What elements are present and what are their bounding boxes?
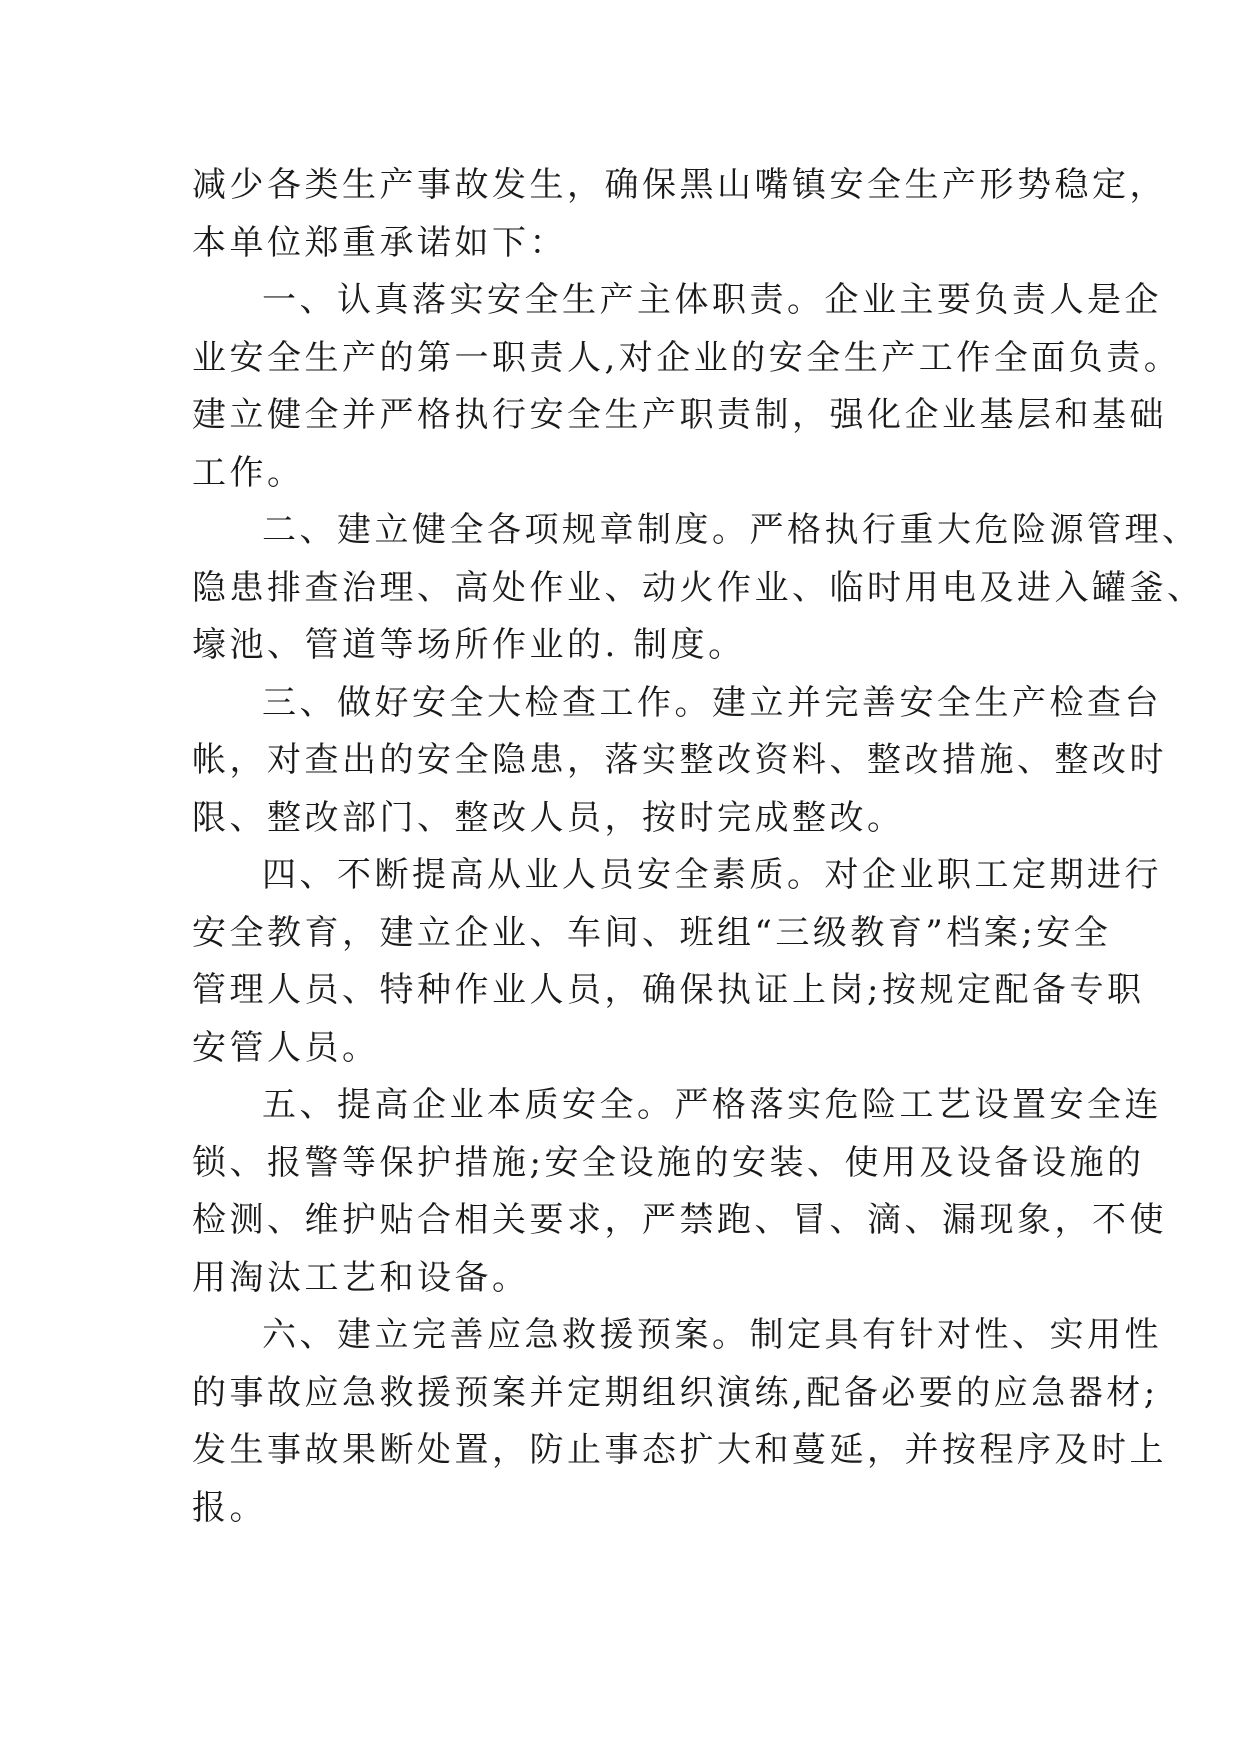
paragraph-start-line: 三、做好安全大检查工作。建立并完善安全生产检查台	[262, 682, 1162, 723]
paragraph-start-line: 五、提高企业本质安全。严格落实危险工艺设置安全连	[262, 1085, 1162, 1125]
paragraph-start-line: 六、建立完善应急救援预案。制定具有针对性、实用性	[262, 1315, 1162, 1355]
text-line: 管理人员、特种作业人员，确保执证上岗;按规定配备专职	[192, 970, 1145, 1010]
paragraph-start-line: 二、建立健全各项规章制度。严格执行重大危险源管理、	[262, 510, 1200, 550]
text-line: 隐患排查治理、高处作业、动火作业、临时用电及进入罐釜、	[192, 567, 1205, 608]
text-line: 的事故应急救援预案并定期组织演练,配备必要的应急器材;	[192, 1372, 1159, 1413]
text-line: 发生事故果断处置，防止事态扩大和蔓延，并按程序及时上	[192, 1430, 1167, 1470]
document-body	[192, 157, 1205, 1537]
text-line: 工作。	[192, 452, 305, 493]
text-line: 检测、维护贴合相关要求，严禁跑、冒、滴、漏现象，不使	[192, 1200, 1167, 1240]
text-line: 报。	[192, 1487, 267, 1528]
text-line: 建立健全并严格执行安全生产职责制，强化企业基层和基础	[192, 395, 1167, 435]
paragraph-start-line: 一、认真落实安全生产主体职责。企业主要负责人是企	[262, 280, 1162, 320]
text-line: 限、整改部门、整改人员，按时完成整改。	[192, 797, 905, 838]
text-line: 本单位郑重承诺如下：	[192, 222, 567, 263]
text-line: 减少各类生产事故发生，确保黑山嘴镇安全生产形势稳定，	[192, 165, 1167, 205]
text-line: 壕池、管道等场所作业的. 制度。	[192, 625, 746, 665]
paragraph-start-line: 四、不断提高从业人员安全素质。对企业职工定期进行	[262, 855, 1162, 895]
text-line: 锁、报警等保护措施;安全设施的安装、使用及设备设施的	[192, 1142, 1145, 1183]
text-line: 业安全生产的第一职责人,对企业的安全生产工作全面负责。	[192, 337, 1182, 378]
text-line: 安管人员。	[192, 1027, 380, 1068]
text-line: 用淘汰工艺和设备。	[192, 1257, 530, 1298]
text-line: 安全教育，建立企业、车间、班组“三级教育”档案;安全	[192, 912, 1112, 953]
text-line: 帐，对查出的安全隐患，落实整改资料、整改措施、整改时	[192, 740, 1167, 780]
